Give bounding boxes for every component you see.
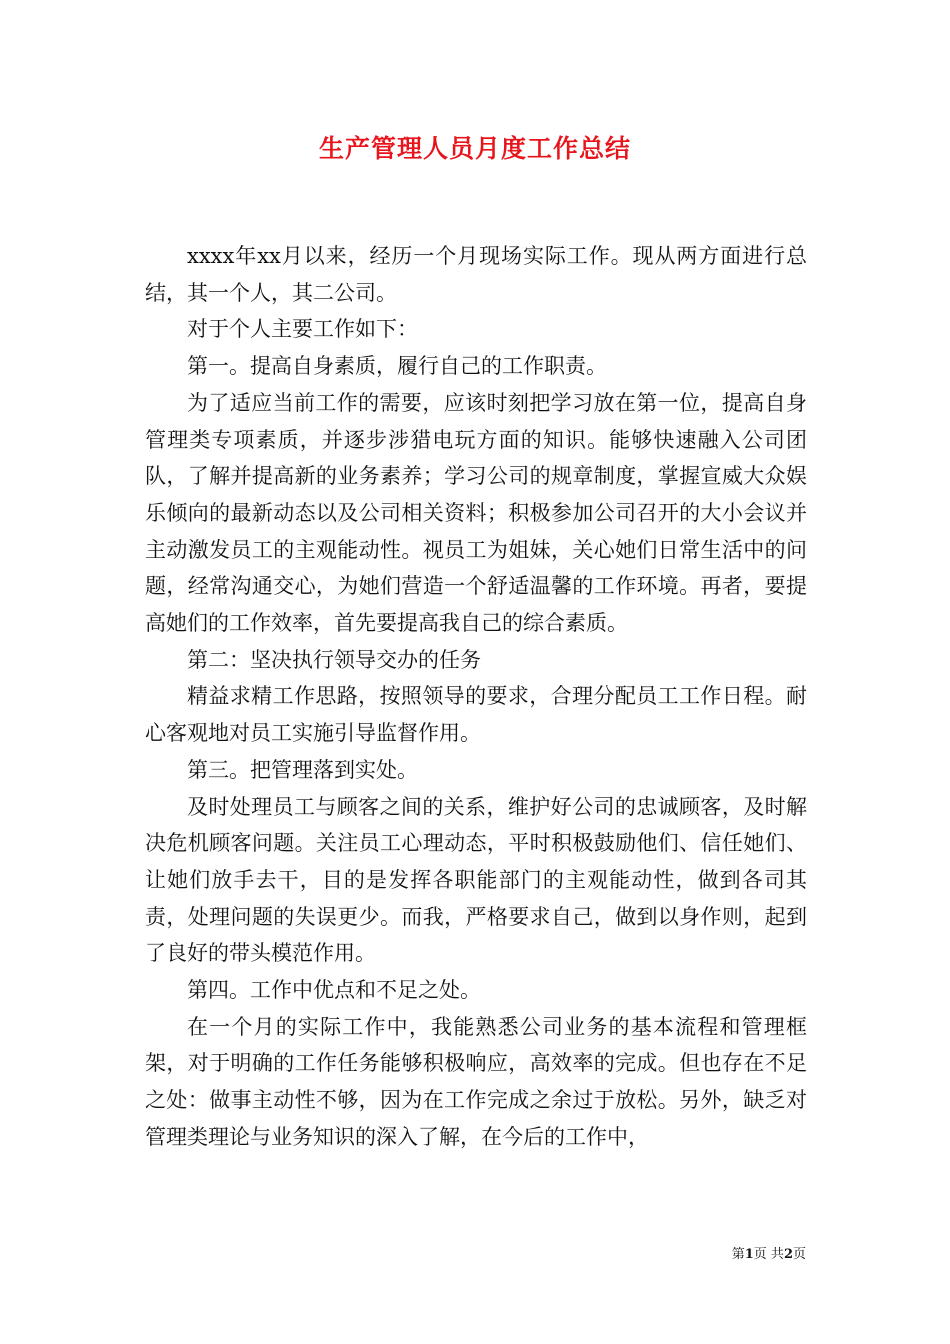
- document-title: 生产管理人员月度工作总结: [318, 134, 631, 163]
- heading-third: 第三。把管理落到实处。: [187, 757, 418, 782]
- paragraph-third-detail: 及时处理员工与顾客之间的关系，维护好公司的忠诚顾客，及时解决危机顾客问题。关注员工心理动态，平时积极鼓励他们、信任她们、让她们放手去干，目的是发挥各职能部门的主观能动性，做到各司其责，处理问题的失误更少。而我，严格要求自己，做到以身作则，起到了良好的带头模范作用。: [145, 794, 807, 966]
- heading-first: 第一。提高自身素质，履行自己的工作职责。: [187, 354, 607, 379]
- footer-prefix: 第: [731, 1247, 745, 1262]
- document-body: [145, 238, 807, 1156]
- paragraph-second-detail: 精益求精工作思路，按照领导的要求，合理分配员工工作日程。耐心客观地对员工实施引导监督作用。: [145, 684, 807, 746]
- footer-current-page: 1: [744, 1247, 754, 1262]
- paragraph-fourth-detail: 在一个月的实际工作中，我能熟悉公司业务的基本流程和管理框架，对于明确的工作任务能够积极响应，高效率的完成。但也存在不足之处：做事主动性不够，因为在工作完成之余过于放松。另外，缺乏对管理类理论与业务知识的深入了解，在今后的工作中，: [145, 1014, 807, 1149]
- footer-suffix: 页: [792, 1247, 806, 1262]
- footer-total-pages: 2: [783, 1247, 793, 1262]
- paragraph-personal-work: 对于个人主要工作如下：: [187, 317, 418, 342]
- page-number-footer: [732, 1246, 806, 1264]
- heading-fourth: 第四。工作中优点和不足之处。: [187, 978, 481, 1003]
- heading-second: 第二：坚决执行领导交办的任务: [187, 647, 481, 672]
- paragraph-intro: xxxx年xx月以来，经历一个月现场实际工作。现从两方面进行总结，其一个人，其二公司。: [145, 244, 807, 305]
- paragraph-first-detail: 为了适应当前工作的需要，应该时刻把学习放在第一位，提高自身管理类专项素质，并逐步涉猎电玩方面的知识。能够快速融入公司团队，了解并提高新的业务素养；学习公司的规章制度，掌握宣威大众娱乐倾向的最新动态以及公司相关资料；积极参加公司召开的大小会议并主动激发员工的主观能动性。视员工为姐妹，关心她们日常生活中的问题，经常沟通交心，为她们营造一个舒适温馨的工作环境。再者，要提高她们的工作效率，首先要提高我自己的综合素质。: [145, 390, 807, 636]
- footer-middle: 页 共: [753, 1247, 784, 1262]
